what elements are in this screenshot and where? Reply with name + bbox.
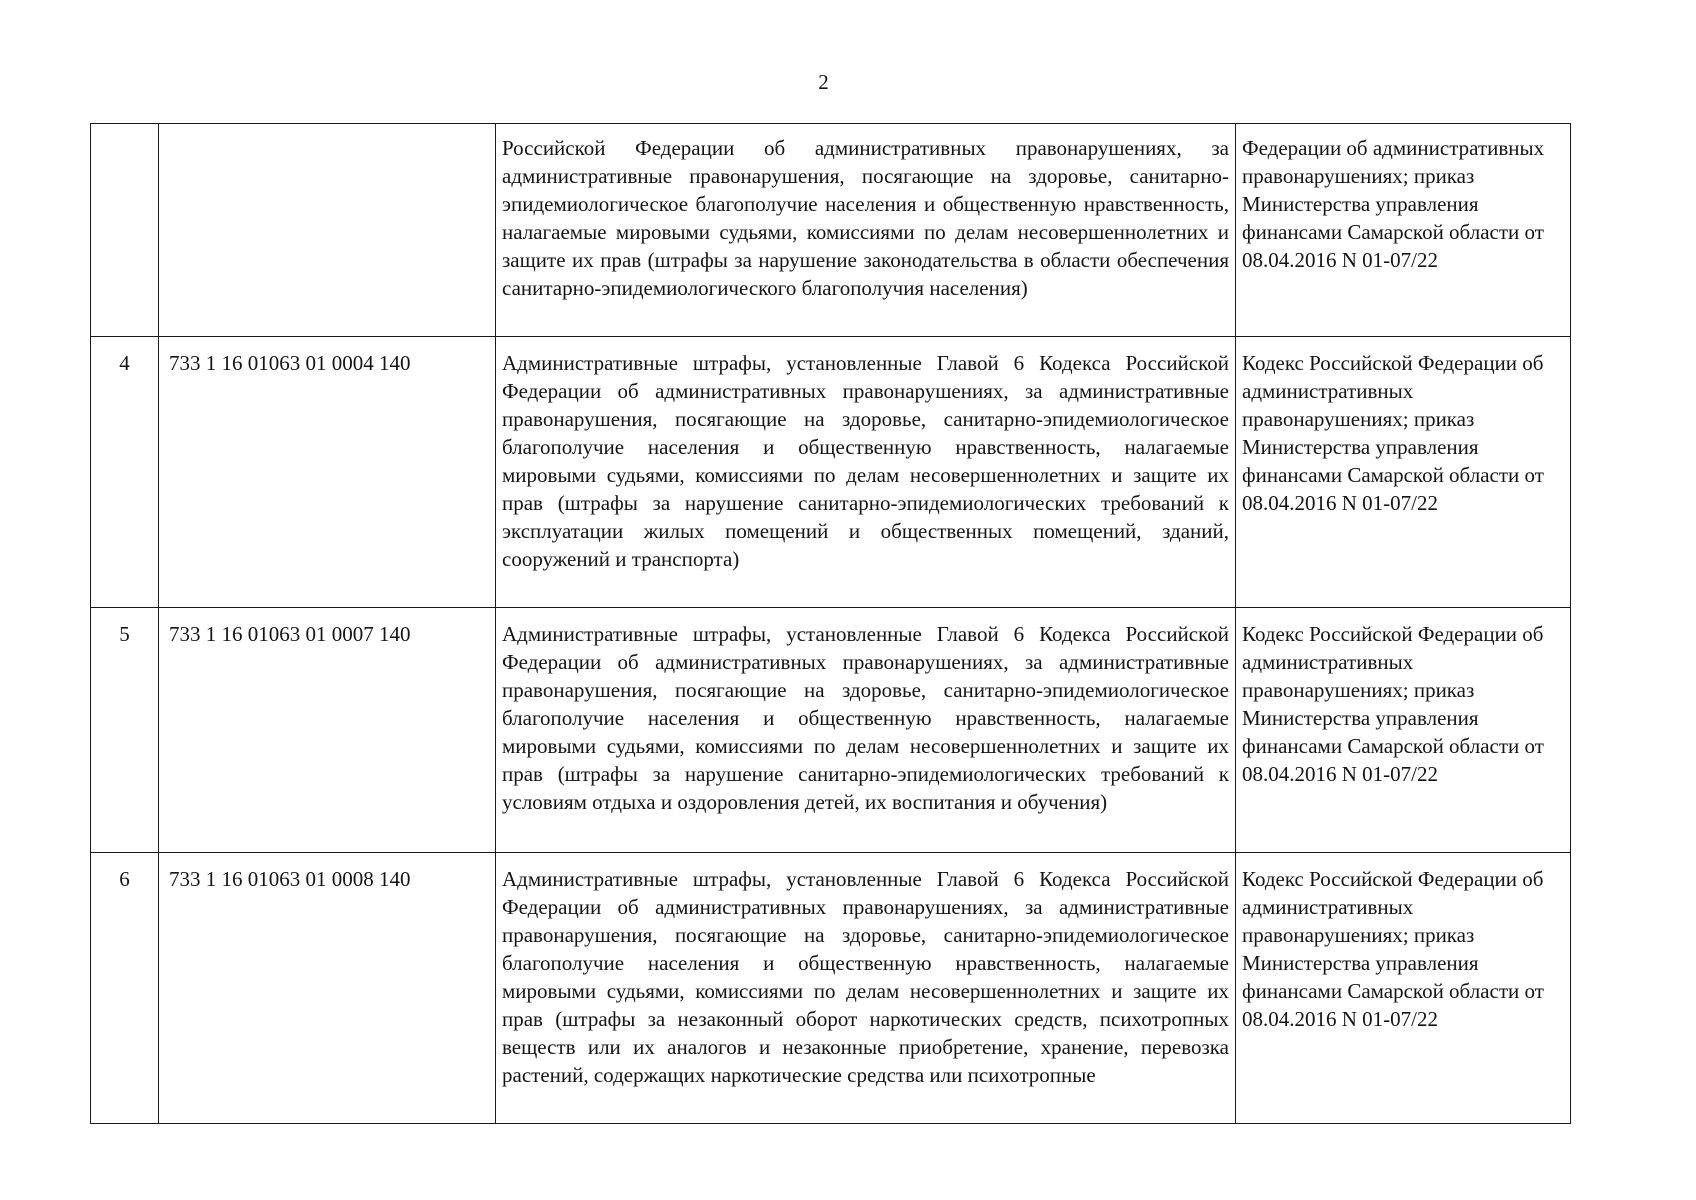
revenue-name-cell: Административные штрафы, установленные Главой 6 Кодекса Российской Федерации об административных правонарушениях, за административные правонарушения, посягающие на здоровье, санитарно-эпидемиологическое благополучие населения и общественную нравственность, налагаемые мировыми судьями, комиссиями по делам несовершеннолетних и защите их прав (штрафы за незаконный оборот наркотических средств, психотропных веществ или их аналогов и незаконные приобретение, хранение, перевозка растений, содержащих наркотические средства или психотропные <box>496 853 1236 1124</box>
budget-code-cell <box>159 124 496 337</box>
row-number-cell: 4 <box>91 337 159 608</box>
table-row <box>91 124 1571 337</box>
page-number: 2 <box>818 70 829 94</box>
row-number-cell <box>91 124 159 337</box>
budget-code-cell: 733 1 16 01063 01 0007 140 <box>159 608 496 853</box>
row-number-cell: 5 <box>91 608 159 853</box>
row-number-cell: 6 <box>91 853 159 1124</box>
revenue-name-cell: Административные штрафы, установленные Главой 6 Кодекса Российской Федерации об административных правонарушениях, за административные правонарушения, посягающие на здоровье, санитарно-эпидемиологическое благополучие населения и общественную нравственность, налагаемые мировыми судьями, комиссиями по делам несовершеннолетних и защите их прав (штрафы за нарушение санитарно-эпидемиологических требований к эксплуатации жилых помещений и общественных помещений, зданий, сооружений и транспорта) <box>496 337 1236 608</box>
legal-basis-cell: Кодекс Российской Федерации об административных правонарушениях; приказ Министерства управления финансами Самарской области от 08.04.2016 N 01-07/22 <box>1236 337 1571 608</box>
revenue-name-cell: Административные штрафы, установленные Главой 6 Кодекса Российской Федерации об административных правонарушениях, за административные правонарушения, посягающие на здоровье, санитарно-эпидемиологическое благополучие населения и общественную нравственность, налагаемые мировыми судьями, комиссиями по делам несовершеннолетних и защите их прав (штрафы за нарушение санитарно-эпидемиологических требований к условиям отдыха и оздоровления детей, их воспитания и обучения) <box>496 608 1236 853</box>
revenue-name-cell: Российской Федерации об административных правонарушениях, за административные правонарушения, посягающие на здоровье, санитарно-эпидемиологическое благополучие населения и общественную нравственность, налагаемые мировыми судьями, комиссиями по делам несовершеннолетних и защите их прав (штрафы за нарушение законодательства в области обеспечения санитарно-эпидемиологического благополучия населения) <box>496 124 1236 337</box>
table-row <box>91 337 1571 608</box>
budget-code-cell: 733 1 16 01063 01 0008 140 <box>159 853 496 1124</box>
budget-code-cell: 733 1 16 01063 01 0004 140 <box>159 337 496 608</box>
legal-basis-cell: Федерации об административных правонарушениях; приказ Министерства управления финансами Самарской области от 08.04.2016 N 01-07/22 <box>1236 124 1571 337</box>
legal-basis-cell: Кодекс Российской Федерации об административных правонарушениях; приказ Министерства управления финансами Самарской области от 08.04.2016 N 01-07/22 <box>1236 853 1571 1124</box>
legal-basis-cell: Кодекс Российской Федерации об административных правонарушениях; приказ Министерства управления финансами Самарской области от 08.04.2016 N 01-07/22 <box>1236 608 1571 853</box>
fees-table <box>90 123 1571 1124</box>
table-row <box>91 608 1571 853</box>
table-row <box>91 853 1571 1124</box>
